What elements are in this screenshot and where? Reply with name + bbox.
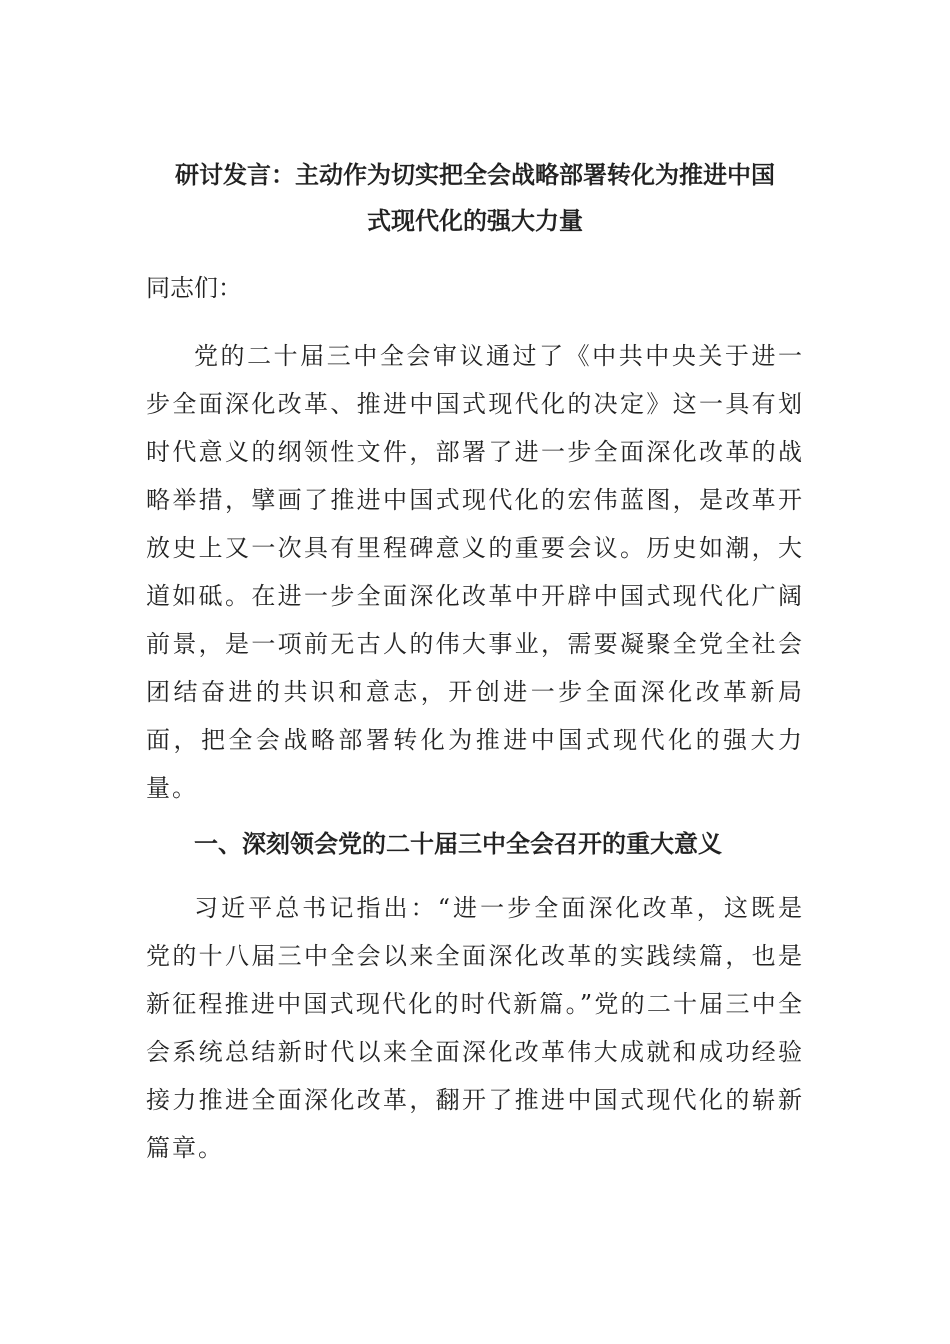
title-line-1: 研讨发言：主动作为切实把全会战略部署转化为推进中国	[175, 161, 775, 189]
body-paragraph-2: 习近平总书记指出：“进一步全面深化改革，这既是党的十八届三中全会以来全面深化改革的实践续篇，也是新征程推进中国式现代化的时代新篇。”党的二十届三中全会系统总结新时代以来全面深化改革伟大成就和成功经验接力推进全面深化改革，翻开了推进中国式现代化的崭新篇章。	[146, 894, 804, 1162]
body-paragraph-1: 党的二十届三中全会审议通过了《中共中央关于进一步全面深化改革、推进中国式现代化的决定》这一具有划时代意义的纲领性文件，部署了进一步全面深化改革的战略举措，擘画了推进中国式现代化的宏伟蓝图，是改革开放史上又一次具有里程碑意义的重要会议。历史如潮，大道如砥。在进一步全面深化改革中开辟中国式现代化广阔前景，是一项前无古人的伟大事业，需要凝聚全党全社会团结奋进的共识和意志，开创进一步全面深化改革新局面，把全会战略部署转化为推进中国式现代化的强大力量。	[146, 342, 804, 802]
document-page	[146, 152, 804, 1172]
title-line-2: 式现代化的强大力量	[367, 207, 583, 235]
section-heading-1: 一、深刻领会党的二十届三中全会召开的重大意义	[194, 830, 722, 858]
salutation: 同志们：	[146, 274, 242, 302]
document-title	[146, 152, 804, 244]
